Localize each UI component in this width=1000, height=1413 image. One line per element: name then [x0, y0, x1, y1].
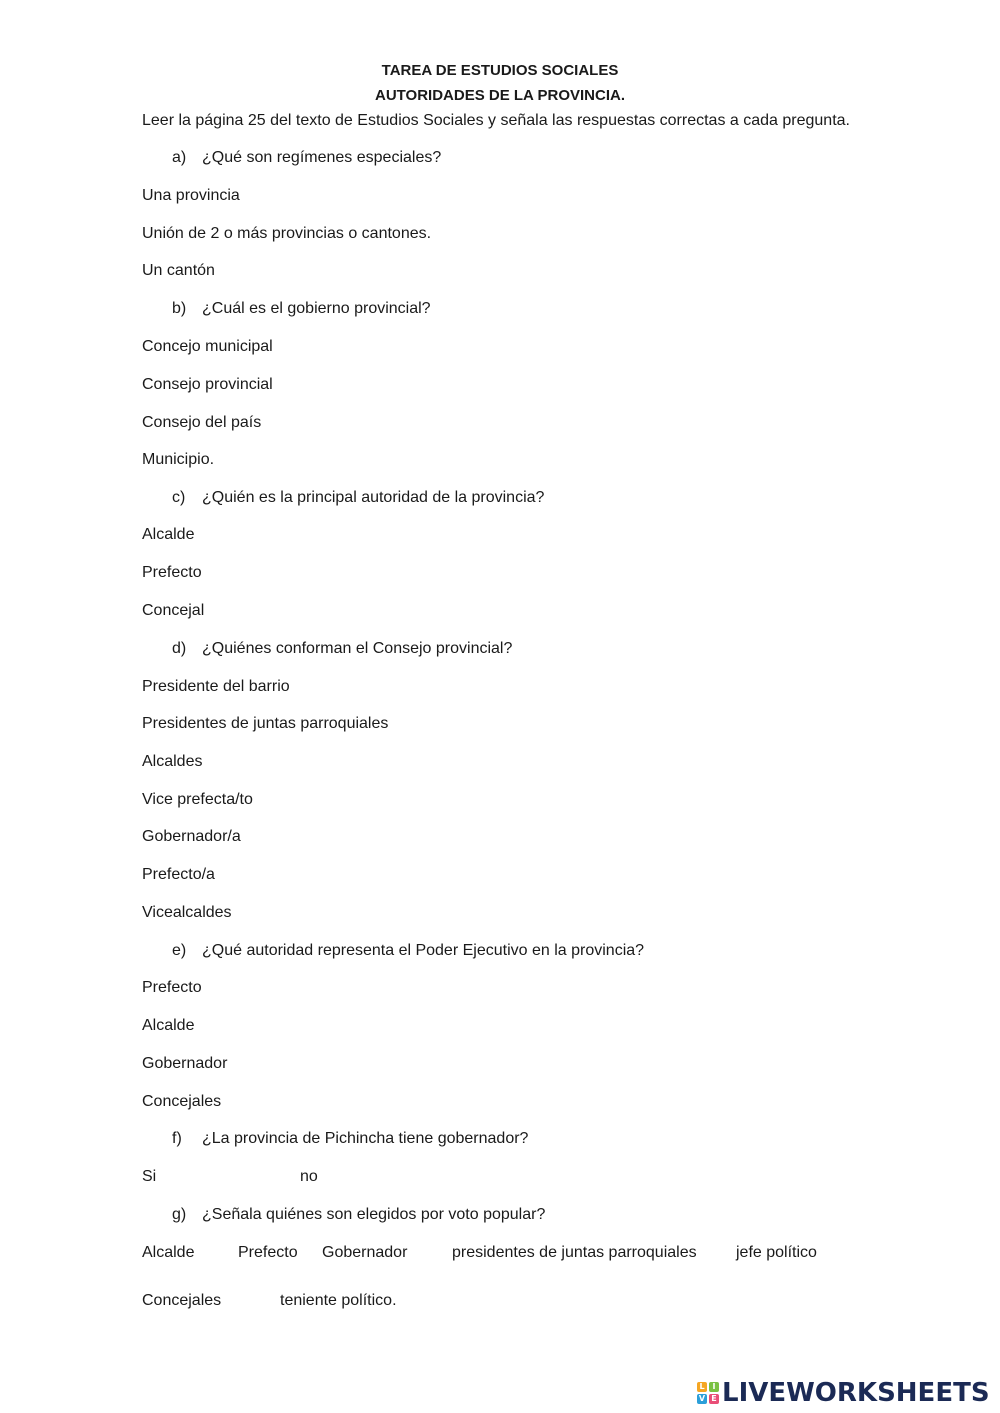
option-a-1[interactable]: Una provincia	[142, 187, 240, 204]
option-e-1[interactable]: Prefecto	[142, 979, 202, 996]
question-c	[172, 489, 544, 507]
option-b-1[interactable]: Concejo municipal	[142, 338, 273, 355]
option-g-jefe-politico[interactable]: jefe político	[736, 1244, 817, 1261]
logo-mark-letter: I	[709, 1382, 719, 1392]
option-d-3[interactable]: Alcaldes	[142, 753, 203, 770]
option-a-3[interactable]: Un cantón	[142, 262, 215, 279]
option-a-2[interactable]: Unión de 2 o más provincias o cantones.	[142, 225, 432, 242]
worksheet-title: TAREA DE ESTUDIOS SOCIALES	[381, 62, 619, 79]
logo-text: LIVEWORKSHEETS	[722, 1378, 990, 1408]
question-d	[172, 640, 512, 658]
question-letter: d)	[172, 640, 187, 657]
option-d-7[interactable]: Vicealcaldes	[142, 904, 232, 921]
question-letter: f)	[172, 1130, 182, 1147]
logo-mark-letter: V	[698, 1394, 706, 1403]
option-e-3[interactable]: Gobernador	[142, 1055, 228, 1072]
option-e-4[interactable]: Concejales	[142, 1093, 222, 1110]
option-c-2[interactable]: Prefecto	[142, 564, 202, 581]
question-letter: c)	[172, 489, 186, 506]
question-f	[172, 1130, 528, 1148]
option-d-2[interactable]: Presidentes de juntas parroquiales	[142, 715, 389, 732]
question-letter: a)	[172, 149, 187, 166]
question-letter: g)	[172, 1206, 187, 1223]
question-text: ¿Cuál es el gobierno provincial?	[202, 300, 431, 317]
worksheet-subtitle: AUTORIDADES DE LA PROVINCIA.	[374, 87, 626, 104]
logo-mark-icon	[697, 1382, 719, 1404]
question-text: ¿Quiénes conforman el Consejo provincial?	[202, 640, 513, 657]
instructions-text: Leer la página 25 del texto de Estudios Sociales y señala las respuestas correctas a cada pregunta.	[142, 112, 850, 129]
option-g-presidentes[interactable]: presidentes de juntas parroquiales	[452, 1244, 697, 1261]
option-g-teniente-politico[interactable]: teniente político.	[280, 1292, 397, 1309]
question-b	[172, 300, 431, 318]
option-b-4[interactable]: Municipio.	[142, 451, 215, 468]
option-e-2[interactable]: Alcalde	[142, 1017, 195, 1034]
logo-mark-letter: E	[709, 1394, 719, 1404]
question-a	[172, 149, 441, 167]
logo-mark-letter: L	[697, 1382, 707, 1392]
option-d-5[interactable]: Gobernador/a	[142, 828, 241, 845]
question-text: ¿Quién es la principal autoridad de la provincia?	[202, 489, 545, 506]
option-b-2[interactable]: Consejo provincial	[142, 376, 273, 393]
question-letter: e)	[172, 942, 187, 959]
option-d-1[interactable]: Presidente del barrio	[142, 678, 290, 695]
question-e	[172, 942, 644, 960]
question-text: ¿Señala quiénes son elegidos por voto popular?	[202, 1206, 546, 1223]
question-letter: b)	[172, 300, 187, 317]
option-f-si[interactable]: Si	[142, 1168, 157, 1185]
question-g	[172, 1206, 545, 1224]
option-d-4[interactable]: Vice prefecta/to	[142, 791, 253, 808]
option-b-3[interactable]: Consejo del país	[142, 414, 262, 431]
option-c-3[interactable]: Concejal	[142, 602, 205, 619]
option-g-prefecto[interactable]: Prefecto	[238, 1244, 298, 1261]
option-g-gobernador[interactable]: Gobernador	[322, 1244, 408, 1261]
option-d-6[interactable]: Prefecto/a	[142, 866, 215, 883]
option-g-concejales[interactable]: Concejales	[142, 1292, 222, 1309]
option-f-no[interactable]: no	[300, 1168, 318, 1185]
option-g-alcalde[interactable]: Alcalde	[142, 1244, 195, 1261]
liveworksheets-logo	[697, 1378, 990, 1408]
question-text: ¿La provincia de Pichincha tiene gobernador?	[202, 1130, 529, 1147]
option-c-1[interactable]: Alcalde	[142, 526, 195, 543]
question-text: ¿Qué autoridad representa el Poder Ejecutivo en la provincia?	[202, 942, 645, 959]
question-text: ¿Qué son regímenes especiales?	[202, 149, 442, 166]
